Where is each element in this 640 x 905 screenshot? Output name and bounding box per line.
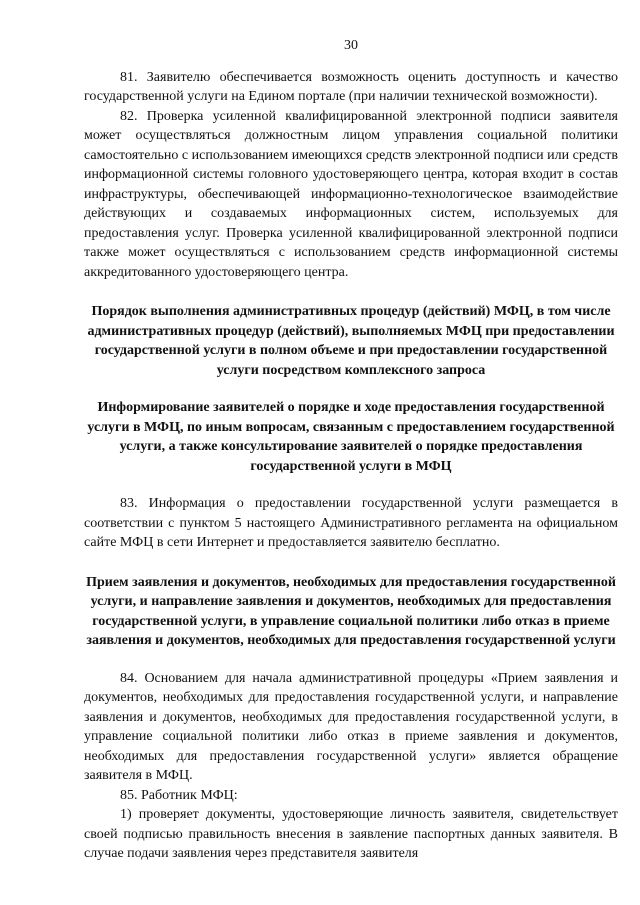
paragraph-85: 85. Работник МФЦ: (120, 787, 238, 803)
spacer (84, 380, 618, 398)
section-heading-application-intake: Прием заявления и документов, необходимых для предоставления государственной услуги, и направление заявления и документов, необходимых для предоставления государственной услуги, в управление социальной политики либо отказ в приеме заявления и документов, необходимых для предоставления государственной услуги (86, 574, 616, 648)
paragraph-84: 84. Основанием для начала административной процедуры «Прием заявления и документов, необходимых для предоставления государственной услуги, и направление заявления и документов, необходимых для предоставления государственной услуги, в управление социальной политики либо отказ в приеме заявления и документов, необходимых для предоставления государственной услуги» является обращение заявителя в МФЦ. (84, 670, 618, 783)
spacer (84, 651, 618, 669)
section-heading-mfc-procedures: Порядок выполнения административных процедур (действий) МФЦ, в том числе административных процедур (действий), выполняемых МФЦ при предоставлении государственной услуги в полном объеме и при предоставлении государственной услуги посредством комплексного запроса (87, 304, 615, 378)
spacer (84, 282, 618, 302)
spacer (84, 476, 618, 494)
section-heading-informing-applicants: Информирование заявителей о порядке и ходе предоставления государственной услуги в МФЦ, по иным вопросам, связанным с предоставлением государственной услуги, а также консультирование заявителей о порядке предоставления государственной услуги в МФЦ (87, 400, 615, 474)
page-number: 30 (344, 38, 358, 53)
paragraph-85-item-1: 1) проверяет документы, удостоверяющие личность заявителя, свидетельствует своей подписью правильность внесения в заявление паспортных данных заявителя. В случае подачи заявления через представителя заявителя (84, 807, 618, 861)
paragraph-81: 81. Заявителю обеспечивается возможность оценить доступность и качество государственной услуги на Едином портале (при наличии технической возможности). (84, 69, 618, 104)
spacer (84, 553, 618, 573)
paragraph-82: 82. Проверка усиленной квалифицированной электронной подписи заявителя может осуществляться должностным лицом управления социальной политики самостоятельно с использованием имеющихся средств электронной подписи или средств информационной системы головного удостоверяющего центра, которая входит в состав инфраструктуры, обеспечивающей информационно-технологическое взаимодействие действующих и создаваемых информационных систем, используемых для предоставления услуг. Проверка усиленной квалифицированной электронной подписи также может осуществляться с использованием средств информационной системы аккредитованного удостоверяющего центра. (84, 108, 618, 280)
paragraph-83: 83. Информация о предоставлении государственной услуги размещается в соответствии с пунктом 5 настоящего Административного регламента на официальном сайте МФЦ в сети Интернет и предоставляется заявителю бесплатно. (84, 496, 618, 550)
